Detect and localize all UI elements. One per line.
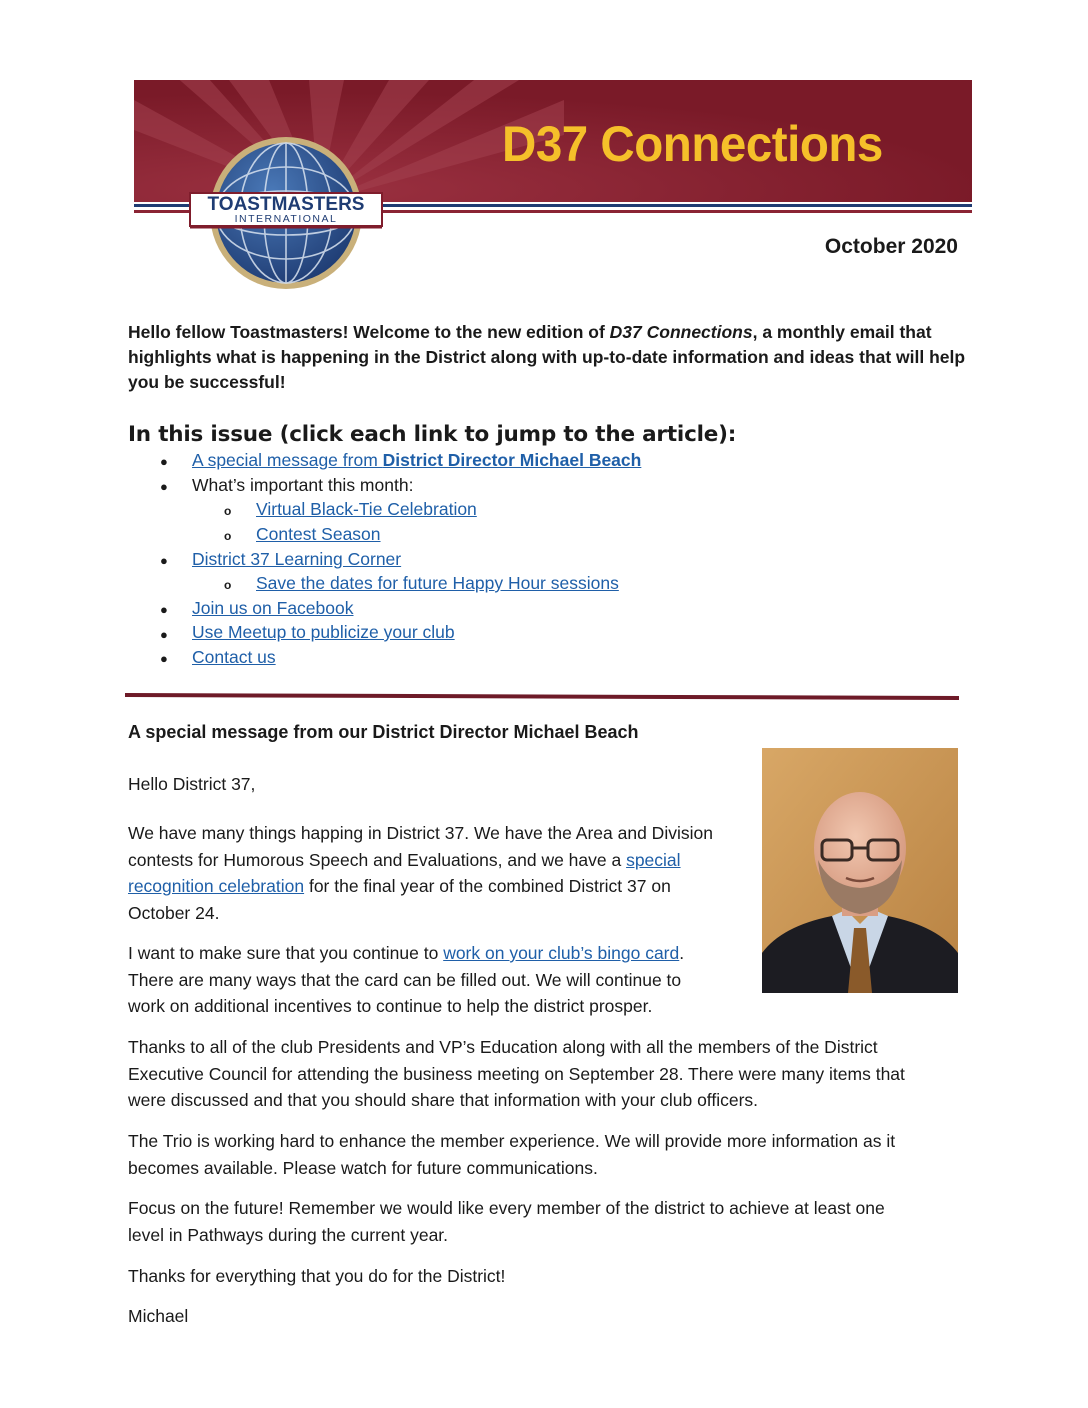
p2-line-2: There are many ways that the card can be filled out. We will continue to — [128, 969, 682, 990]
p3-line-2: Executive Council for attending the business meeting on September 28. There were many items that — [128, 1063, 905, 1084]
director-portrait-photo — [762, 748, 958, 993]
bullet-icon: ● — [160, 651, 168, 666]
p1-line-2-text: contests for Humorous Speech and Evaluations, and we have a — [128, 849, 627, 870]
section-divider — [125, 692, 959, 700]
p1-line-1: We have many things happing in District 37. We have the Area and Division — [128, 823, 713, 843]
p2-line-3: work on additional incentives to continue to help the district prosper. — [128, 996, 653, 1016]
bullet-icon: ● — [160, 454, 168, 469]
p1-line-2 — [128, 847, 748, 874]
sub-bullet-icon: o — [224, 578, 232, 592]
bullet-icon: ● — [160, 602, 168, 617]
toc-link-meetup[interactable]: Use Meetup to publicize your club — [192, 622, 455, 642]
article-paragraph-4 — [128, 1128, 968, 1181]
intro-paragraph — [128, 320, 968, 395]
article-paragraph-6: Thanks for everything that you do for the District! — [128, 1266, 506, 1286]
article-signoff: Michael — [128, 1306, 189, 1326]
p3-line-1: Thanks to all of the club Presidents and VP’s Education along with all the members of the District — [128, 1037, 878, 1057]
issue-date: October 2020 — [824, 235, 958, 258]
toc-link-director-name: District Director Michael Beach — [382, 450, 642, 470]
bingo-card-link[interactable]: work on your club’s bingo card — [443, 943, 680, 963]
recognition-celebration-link[interactable]: recognition celebration — [128, 876, 305, 896]
intro-publication-name: D37 Connections — [609, 322, 753, 342]
bullet-icon: ● — [160, 479, 168, 494]
intro-text-end: , a monthly email that highlights what is happening in the District along with up-to-date information and ideas that will help you be successful! — [128, 322, 966, 392]
article-title: A special message from our District Director Michael Beach — [128, 722, 639, 742]
article-paragraph-3 — [128, 1034, 968, 1114]
toc-item-important: What’s important this month: — [192, 475, 414, 495]
article-greeting: Hello District 37, — [128, 774, 256, 794]
toc-link-facebook[interactable]: Join us on Facebook — [192, 598, 354, 618]
toc-heading: In this issue (click each link to jump to the article): — [128, 422, 737, 447]
toc-link-happy-hour[interactable]: Save the dates for future Happy Hour sessions — [256, 573, 619, 593]
bullet-icon: ● — [160, 627, 168, 642]
toc-link-contact[interactable]: Contact us — [192, 647, 276, 667]
special-recognition-link[interactable]: special — [626, 849, 681, 870]
p2-line-1-text: I want to make sure that you continue to — [128, 943, 444, 963]
p1-line-3-text: for the final year of the combined District 37 on — [304, 876, 671, 896]
toc-link-black-tie[interactable]: Virtual Black-Tie Celebration — [256, 499, 477, 519]
p2-line-1 — [128, 940, 748, 967]
article-paragraph-2 — [128, 940, 748, 1020]
toc-link-contest-season[interactable]: Contest Season — [256, 524, 381, 544]
p4-line-2: becomes available. Please watch for future communications. — [128, 1157, 598, 1178]
sub-bullet-icon: o — [224, 529, 232, 543]
p1-line-3 — [128, 873, 748, 900]
p2-period: . — [679, 943, 685, 963]
logo-top-text: TOASTMASTERS — [207, 194, 365, 215]
p5-line-2: level in Pathways during the current year. — [128, 1224, 449, 1245]
bullet-icon: ● — [160, 553, 168, 568]
toastmasters-logo — [186, 136, 386, 290]
toc-link-learning-corner[interactable]: District 37 Learning Corner — [192, 549, 402, 569]
toc-link-director-message[interactable] — [192, 450, 641, 471]
article-paragraph-1 — [128, 820, 748, 926]
intro-text-start: Hello fellow Toastmasters! Welcome to the new edition of — [128, 322, 610, 342]
newsletter-title: D37 Connections — [502, 116, 883, 172]
article-paragraph-5 — [128, 1195, 968, 1248]
sub-bullet-icon: o — [224, 504, 232, 518]
p3-line-3: were discussed and that you should share that information with your club officers. — [128, 1090, 759, 1110]
p5-line-1: Focus on the future! Remember we would like every member of the district to achieve at least one — [128, 1198, 885, 1218]
logo-bottom-text: INTERNATIONAL — [234, 213, 338, 225]
p4-line-1: The Trio is working hard to enhance the member experience. We will provide more information as it — [128, 1131, 896, 1151]
toc-link-director-prefix: A special message from — [192, 450, 383, 470]
p1-line-4: October 24. — [128, 902, 220, 923]
